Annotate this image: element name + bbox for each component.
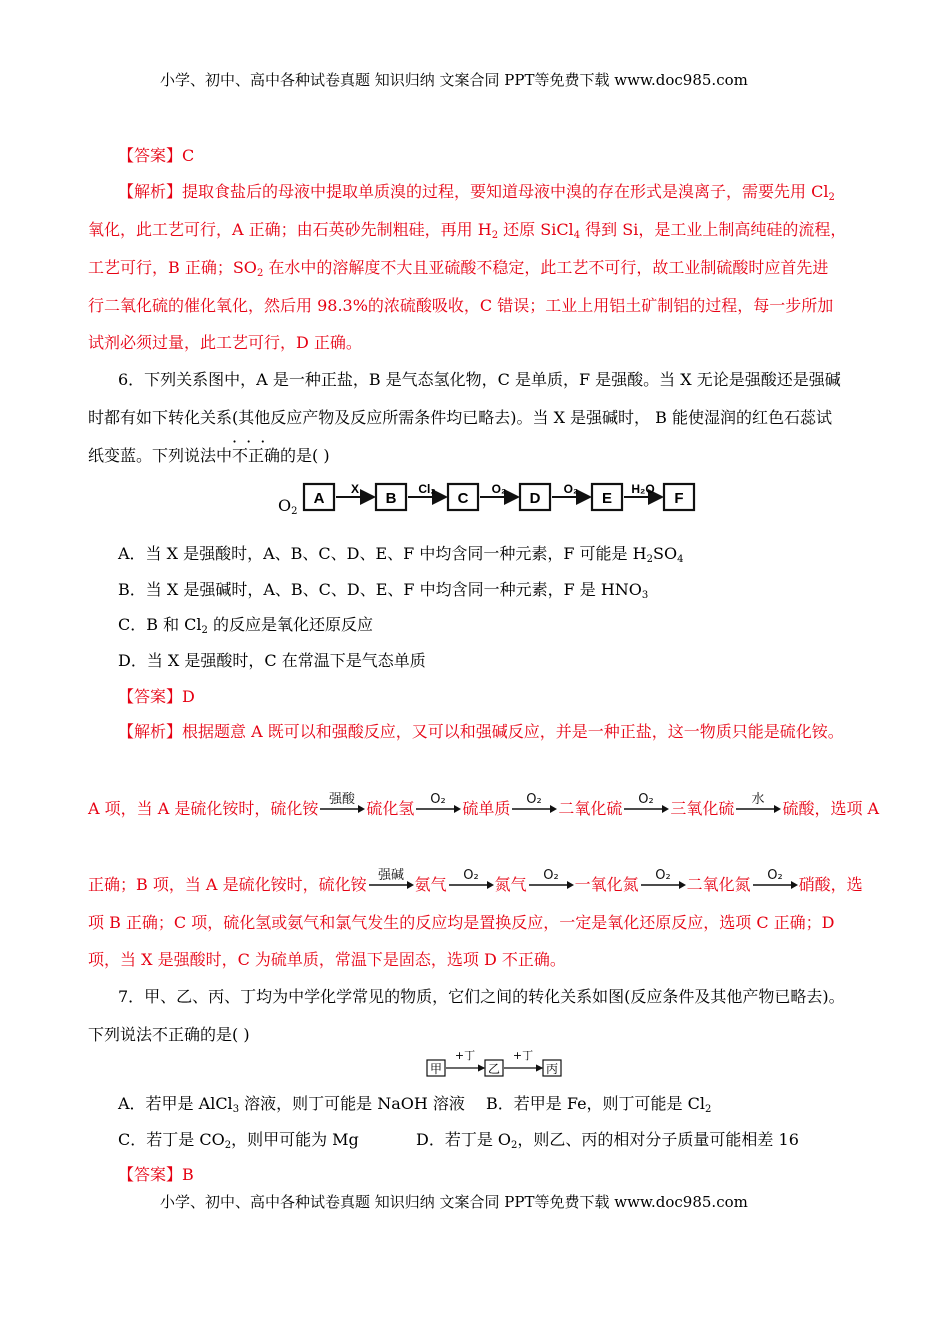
text: 在水中的溶解度不大且亚硫酸不稳定，此工艺不可行，故工业制硫酸时应首先进 [263,258,829,277]
chain-product: 氮气 [494,875,527,894]
diagram-arrow-label: O₂ [563,482,579,496]
text: A．若甲是 AlCl [118,1094,233,1113]
q6-stem-line-1: 6．下列关系图中，A 是一种正盐，B 是气态氢化物，C 是单质，F 是强酸。当 X 无论是强酸还是强碱 [118,370,841,389]
arrow-head [407,881,414,889]
text: C．B 和 Cl [118,615,202,634]
subscript: 2 [224,1140,232,1151]
arrow-label: O₂ [654,868,671,883]
chain-product: 硫酸，选项 A [782,799,880,818]
chain-product: 一氧化氮 [574,875,639,894]
text: ，则甲可能为 Mg [231,1130,359,1149]
chain-steps [367,868,863,894]
diagram-box-label: B [385,490,397,507]
subscript: 2 [828,192,835,203]
chain-product: 硝酸，选 [798,875,863,894]
q6-chain-b [88,861,863,895]
text: 氧化，此工艺可行，A 正确；由石英砂先制粗硅，再用 H [88,220,492,239]
emphasis-dots: ··· [232,432,275,451]
page-footer: 小学、初中、高中各种试卷真题 知识归纳 文案合同 PPT等免费下载 www.doc985.com [160,1193,748,1211]
text: 纸变蓝。下列说法中 [88,446,233,465]
subscript: 2 [705,1104,712,1115]
q5-explain-line-5: 试剂必须过量，此工艺可行，D 正确。 [88,333,362,352]
diagram-box-label: 乙 [487,1062,501,1076]
q6-explain-line-1: 【解析】根据题意 A 既可以和强酸反应，又可以和强碱反应，并是一种正盐，这一物质只能是硫化铵。 [118,722,844,741]
chain-arrow [414,785,462,819]
diagram-box-label: A [313,490,325,507]
q5-explain-line-4: 行二氧化硫的催化氧化，然后用 98.3%的浓硫酸吸收，C 错误；工业上用铝土矿制铝的过程，每一步所加 [88,296,834,315]
q6-answer: 【答案】D [118,687,195,706]
chain-arrow [318,785,366,819]
q6-option-d: D．当 X 是强酸时，C 在常温下是气态单质 [118,651,426,670]
chain-product: 三氧化硫 [670,799,735,818]
q6-option-a [118,544,683,570]
q6-explain-line-5: 项，当 X 是强酸时，C 为硫单质，常温下是固态，选项 D 不正确。 [88,950,566,969]
subscript: 2 [291,506,298,517]
arrow-label: O₂ [430,792,447,807]
q7-flow-diagram [425,1050,575,1080]
chain-product: 硫单质 [462,799,511,818]
q7-option-b [486,1094,711,1120]
arrow-label: O₂ [526,792,543,807]
chain-arrow [734,785,782,819]
diagram-arrow-label: O₂ [491,482,507,496]
page-header: 小学、初中、高中各种试卷真题 知识归纳 文案合同 PPT等免费下载 www.doc985.com [160,71,748,89]
subscript: 2 [511,1140,518,1151]
q6-flow-diagram [300,478,700,518]
q5-answer: 【答案】C [118,146,195,165]
diagram-box-label: E [601,490,613,507]
text: 提取食盐后的母液中提取单质溴的过程，要知道母液中溴的存在形式是溴离子，需要先用 Cl [182,182,829,201]
q7-option-a [118,1094,465,1120]
text: ，则乙、丙的相对分子质量可能相差 16 [517,1130,799,1149]
arrow-label: 强碱 [377,868,404,883]
chain-product: 硫化氢 [366,799,415,818]
text: O [278,496,292,515]
diagram-arrow-label: +丁 [454,1050,476,1062]
q6-option-c [118,615,373,641]
q5-explain-line-2 [88,220,846,246]
q7-stem-line-2: 下列说法不正确的是( ) [88,1025,250,1044]
diagram-arrow-label: X [350,482,360,496]
chain-arrow [447,861,495,895]
q7-answer: 【答案】B [118,1165,194,1184]
q7-stem-line-1: 7．甲、乙、丙、丁均为中学化学常见的物质，它们之间的转化关系如图(反应条件及其他产物已略去)。 [118,987,845,1006]
arrow-head [662,805,669,813]
diagram-box-label: F [674,490,684,507]
text: 溶液，则丁可能是 NaOH 溶液 [239,1094,465,1113]
arrow-label: O₂ [766,868,783,883]
chain-arrow [751,861,799,895]
chain-product: 二氧化硫 [558,799,623,818]
emphasis-text [232,432,281,466]
diagram-arrow-label: H₂O [631,482,655,496]
text: B．若甲是 Fe，则丁可能是 Cl [486,1094,705,1113]
arrow-label: 强酸 [329,792,356,807]
subscript: 2 [491,230,499,241]
chain-prefix: A 项，当 A 是硫化铵时，硫化铵 [88,799,319,818]
text: 的反应是氧化还原反应 [207,615,374,634]
arrow-head [358,805,365,813]
diagram-box-label: 甲 [429,1062,443,1076]
chain-product: 氨气 [414,875,447,894]
diagram-arrow-label: Cl₂ [418,482,436,496]
text: 的是( ) [280,446,330,465]
arrow-label: O₂ [462,868,479,883]
text: 还原 SiCl [498,220,574,239]
subscript: 4 [677,554,684,565]
text: SO [652,544,678,563]
q5-explain-line-1 [118,182,835,208]
subscript: 2 [646,554,653,565]
arrow-head [550,805,557,813]
arrow-head [487,881,494,889]
chain-arrow [367,861,415,895]
chain-arrow [622,785,670,819]
arrow-label: O₂ [638,792,655,807]
text: D．若丁是 O [416,1130,512,1149]
q6-option-b [118,580,648,606]
chain-prefix: 正确；B 项，当 A 是硫化铵时，硫化铵 [88,875,367,894]
subscript: 2 [201,625,208,636]
arrow-label: 水 [751,792,765,807]
chain-product: 二氧化氮 [686,875,751,894]
q7-option-c [118,1130,359,1156]
arrow-label: O₂ [542,868,559,883]
chain-steps [318,792,880,818]
q6-stem-line-2: 时都有如下转化关系(其他反应产物及反应所需条件均已略去)。当 X 是强碱时， B 能使湿润的红色石蕊试 [88,408,832,427]
text: 得到 Si，是工业上制高纯硅的流程， [580,220,847,239]
text: B．当 X 是强碱时，A、B、C、D、E、F 中均含同一种元素，F 是 HNO [118,580,642,599]
chain-arrow [639,861,687,895]
diagram-box-label: 丙 [545,1062,559,1076]
diagram-box-label: C [457,490,469,507]
subscript: 3 [232,1104,240,1115]
q6-explain-line-4: 项 B 正确；C 项，硫化氢或氨气和氯气发生的反应均是置换反应，一定是氧化还原反应，选项 C 正确；D [88,913,835,932]
subscript: 4 [573,230,581,241]
arrow-head [791,881,798,889]
q6-chain-a [88,785,879,819]
arrow-head [567,881,574,889]
text: C．若丁是 CO [118,1130,225,1149]
chain-arrow [527,861,575,895]
text: 工艺可行，B 正确；SO [88,258,257,277]
text: A．当 X 是强酸时，A、B、C、D、E、F 中均含同一种元素，F 可能是 H [118,544,647,563]
chain-arrow [510,785,558,819]
q5-explain-line-3 [88,258,828,284]
q6-stem-line-3 [88,432,330,466]
arrow-head [454,805,461,813]
q6-diagram-lead [278,496,298,522]
diagram-box-label: D [529,490,541,507]
arrow-head [774,805,781,813]
subscript: 2 [256,268,264,279]
q5-explain-label: 【解析】 [118,182,183,201]
text: 不正确 [232,446,281,465]
q7-option-d [416,1130,799,1156]
diagram-arrow-label: +丁 [512,1050,534,1062]
arrow-head [679,881,686,889]
subscript: 3 [641,590,649,601]
